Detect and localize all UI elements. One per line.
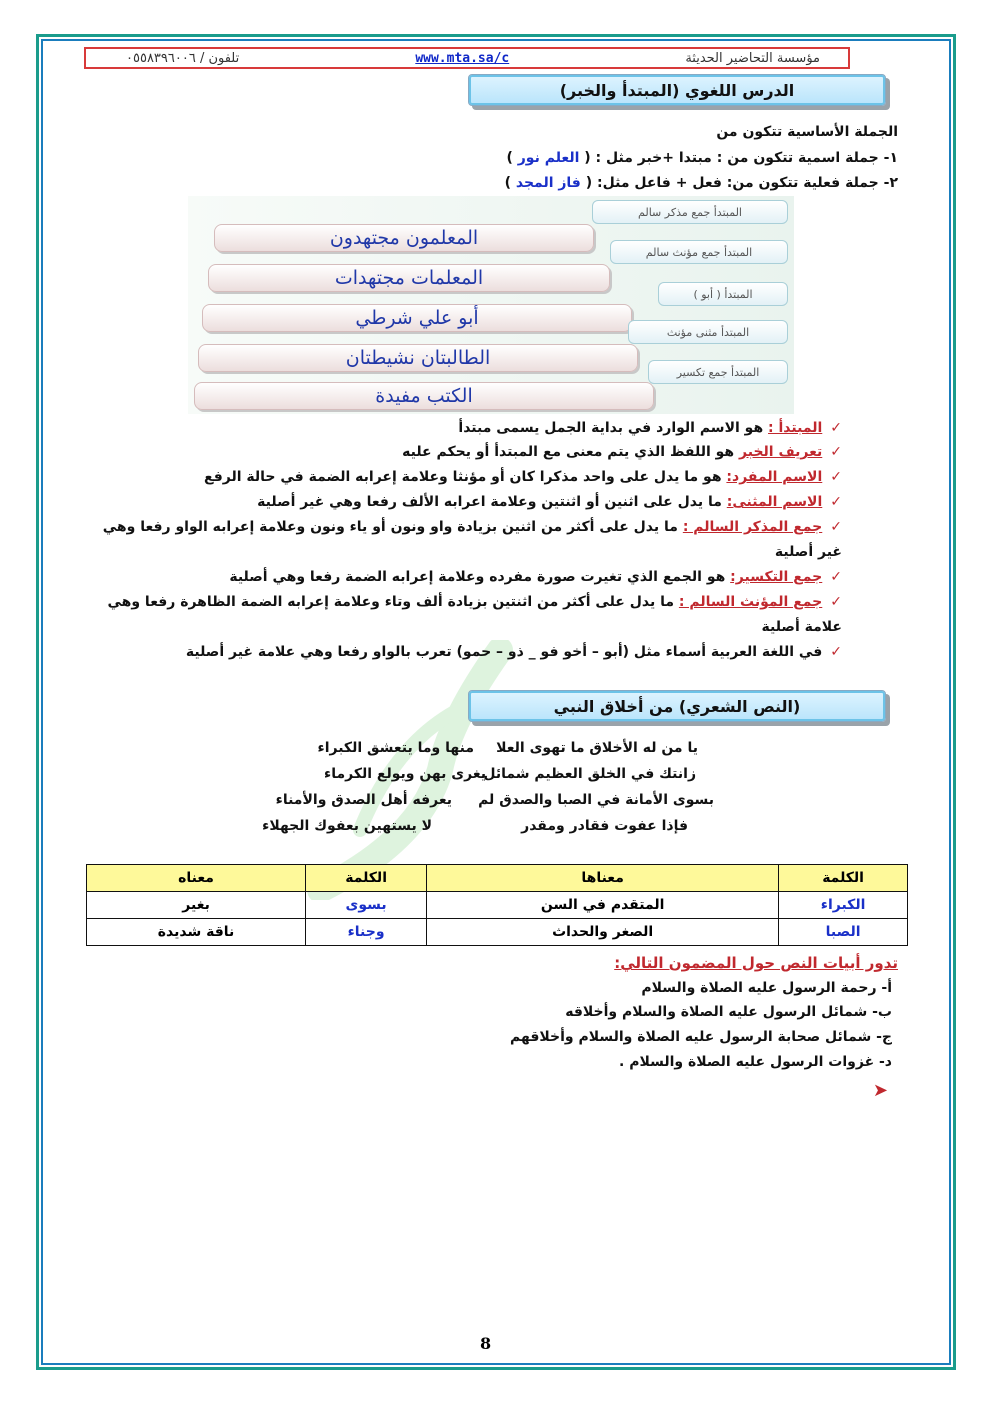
check-icon: ✓ [830, 569, 842, 585]
definition-item [458, 420, 842, 436]
table-header-cell: الكلمة [306, 865, 427, 892]
diagram-label-4: المبتدأ مثنى مؤنث [628, 320, 788, 344]
definition-text: هو الجمع الذي تغيرت صورة مفرده وعلامة إعرابه الضمة رفعا وهي أصلية [229, 569, 731, 585]
header-phone: تلفون / ٠٥٥٨٣٩٦٠٠٦ [126, 50, 240, 66]
diagram-value-2: المعلمات مجتهدات [208, 264, 610, 292]
nominal-sentence-line [506, 150, 898, 166]
table-header-cell: معناه [87, 865, 306, 892]
definition-continuation: غير أصلية [774, 544, 842, 560]
diagram-value-3: أبو علي شرطي [202, 304, 632, 332]
check-icon: ✓ [830, 594, 842, 610]
table-cell-word: بسوى [306, 892, 427, 919]
check-icon: ✓ [830, 444, 842, 460]
poem-hemistich-left: يعرفه أهل الصدق والأمناء [275, 792, 452, 808]
diagram-value-1: المعلمون مجتهدون [214, 224, 594, 252]
diagram-label-2: المبتدأ جمع مؤنث سالم [610, 240, 788, 264]
definition-text: ما يدل على أكثر من اثنين بزيادة واو ونون أو ياء ونون وعلامة إعرابه الواو رفعا وهي [102, 519, 683, 535]
nominal-example: العلم نور [517, 150, 580, 166]
definition-item [107, 594, 842, 610]
table-header-cell: الكلمة [779, 865, 908, 892]
check-icon: ✓ [830, 519, 842, 535]
poem-hemistich-left: لا يستهين بعفوك الجهلاء [262, 818, 432, 834]
nominal-sentence-text: ١- جملة اسمية تتكون من : مبتدا +خبر مثل : ( [584, 150, 898, 166]
vocabulary-table [86, 864, 908, 946]
page-number: 8 [480, 1334, 492, 1353]
definition-text: هو ما يدل على واحد مذكرا كان أو مؤنثا وعلامة إعرابه الضمة في حالة الرفع [204, 469, 727, 485]
definition-text: ما يدل على أكثر من اثنتين بزيادة ألف وتاء وعلامة إعرابه الضمة الظاهرة رفعا وهي [107, 594, 679, 610]
check-icon: ✓ [830, 494, 842, 510]
question-option: ب- شمائل الرسول عليه الصلاة والسلام وأخلاقه [565, 1004, 892, 1020]
definition-term: جمع التكسير: [730, 569, 823, 585]
definition-item [257, 494, 842, 510]
definition-item [186, 644, 842, 660]
table-header-cell: معناها [427, 865, 779, 892]
definition-term: تعريف الخبر [739, 444, 823, 460]
question-option: د- غزوات الرسول عليه الصلاة والسلام . [619, 1054, 892, 1070]
header-url-link[interactable]: www.mta.sa/c [415, 50, 510, 66]
definition-text: في اللغة العربية أسماء مثل (أبو – أخو فو _ ذو – حمو) تعرب بالواو رفعا وهي علامة غير أصلية [185, 644, 823, 660]
arrow-bullet-icon: ➤ [872, 1080, 888, 1101]
question-title [614, 954, 898, 972]
table-cell-word: الصبا [779, 919, 908, 946]
intro-line: الجملة الأساسية تتكون من [716, 124, 898, 140]
lesson-title: الدرس اللغوي (المبتدأ والخبر) [559, 80, 795, 100]
definition-term: المبتدأ : [768, 420, 823, 436]
table-row [87, 919, 908, 946]
check-icon: ✓ [830, 644, 842, 660]
examples-diagram [188, 196, 794, 414]
diagram-label-3: المبتدأ ( أبو ) [658, 282, 788, 306]
definition-term: جمع المؤنث السالم : [678, 594, 823, 610]
poem-title: (النص الشعري) من أخلاق النبي [553, 696, 801, 716]
table-header-row [87, 865, 908, 892]
question-option: ج- شمائل صحابة الرسول عليه الصلاة والسلام وأخلاقهم [510, 1029, 892, 1045]
table-cell-meaning: الصغر والحداث [427, 919, 779, 946]
definition-text: هو الاسم الوارد في بداية الجمل يسمى مبتدأ [458, 420, 769, 436]
verbal-sentence-text: ٢- جملة فعلية تتكون من: فعل + فاعل مثل: ( [585, 175, 898, 191]
question-option: أ- رحمة الرسول عليه الصلاة والسلام [641, 980, 892, 996]
definition-item [229, 569, 842, 585]
poem-title-banner [468, 690, 886, 722]
poem-hemistich-left: يغرى بهن ويولع الكرماء [324, 766, 486, 782]
table-cell-meaning: بغير [87, 892, 306, 919]
definition-item [204, 469, 842, 485]
diagram-value-5: الكتب مفيدة [194, 382, 654, 410]
lesson-title-banner [468, 74, 886, 106]
table-cell-word: الكبراء [779, 892, 908, 919]
definition-term: الاسم المفرد: [726, 469, 823, 485]
question-title-text: تدور أبيات النص حول المضمون التالي: [614, 954, 898, 972]
diagram-label-1: المبتدأ جمع مذكر سالم [592, 200, 788, 224]
nominal-close: ) [506, 150, 513, 166]
table-row [87, 892, 908, 919]
poem-hemistich-right: زانتك في الخلق العظيم شمائل [483, 766, 696, 782]
table-cell-word: وجناء [306, 919, 427, 946]
verbal-example: فاز المجد [515, 175, 581, 191]
header-org-name: مؤسسة التحاضير الحديثة [685, 50, 820, 66]
definition-text: ما يدل على اثنين أو اثنتين وعلامة اعرابه الألف رفعا وهي غير أصلية [257, 494, 727, 510]
definition-item [103, 519, 842, 535]
header-bar [84, 47, 850, 69]
diagram-value-4: الطالبتان نشيطتان [198, 344, 638, 372]
definition-text: هو اللفظ الذي يتم معنى مع المبتدأ أو يحكم عليه [402, 444, 740, 460]
table-cell-meaning: ناقة شديدة [87, 919, 306, 946]
poem-hemistich-right: يا من له الأخلاق ما تهوى العلا [496, 740, 698, 756]
check-icon: ✓ [830, 420, 842, 436]
definition-continuation: علامة أصلية [761, 619, 842, 635]
verbal-close: ) [504, 175, 511, 191]
definition-term: جمع المذكر السالم : [682, 519, 823, 535]
poem-hemistich-left: منها وما يتعشق الكبراء [317, 740, 474, 756]
check-icon: ✓ [830, 469, 842, 485]
definition-item [402, 444, 842, 460]
poem-hemistich-right: فإذا عفوت فقادر ومقدر [521, 818, 688, 834]
verbal-sentence-line [505, 175, 898, 191]
poem-hemistich-right: بسوى الأمانة في الصبا والصدق لم [478, 792, 714, 808]
table-cell-meaning: المتقدم في السن [427, 892, 779, 919]
diagram-label-5: المبتدأ جمع تكسير [648, 360, 788, 384]
definition-term: الاسم المثنى: [726, 494, 823, 510]
